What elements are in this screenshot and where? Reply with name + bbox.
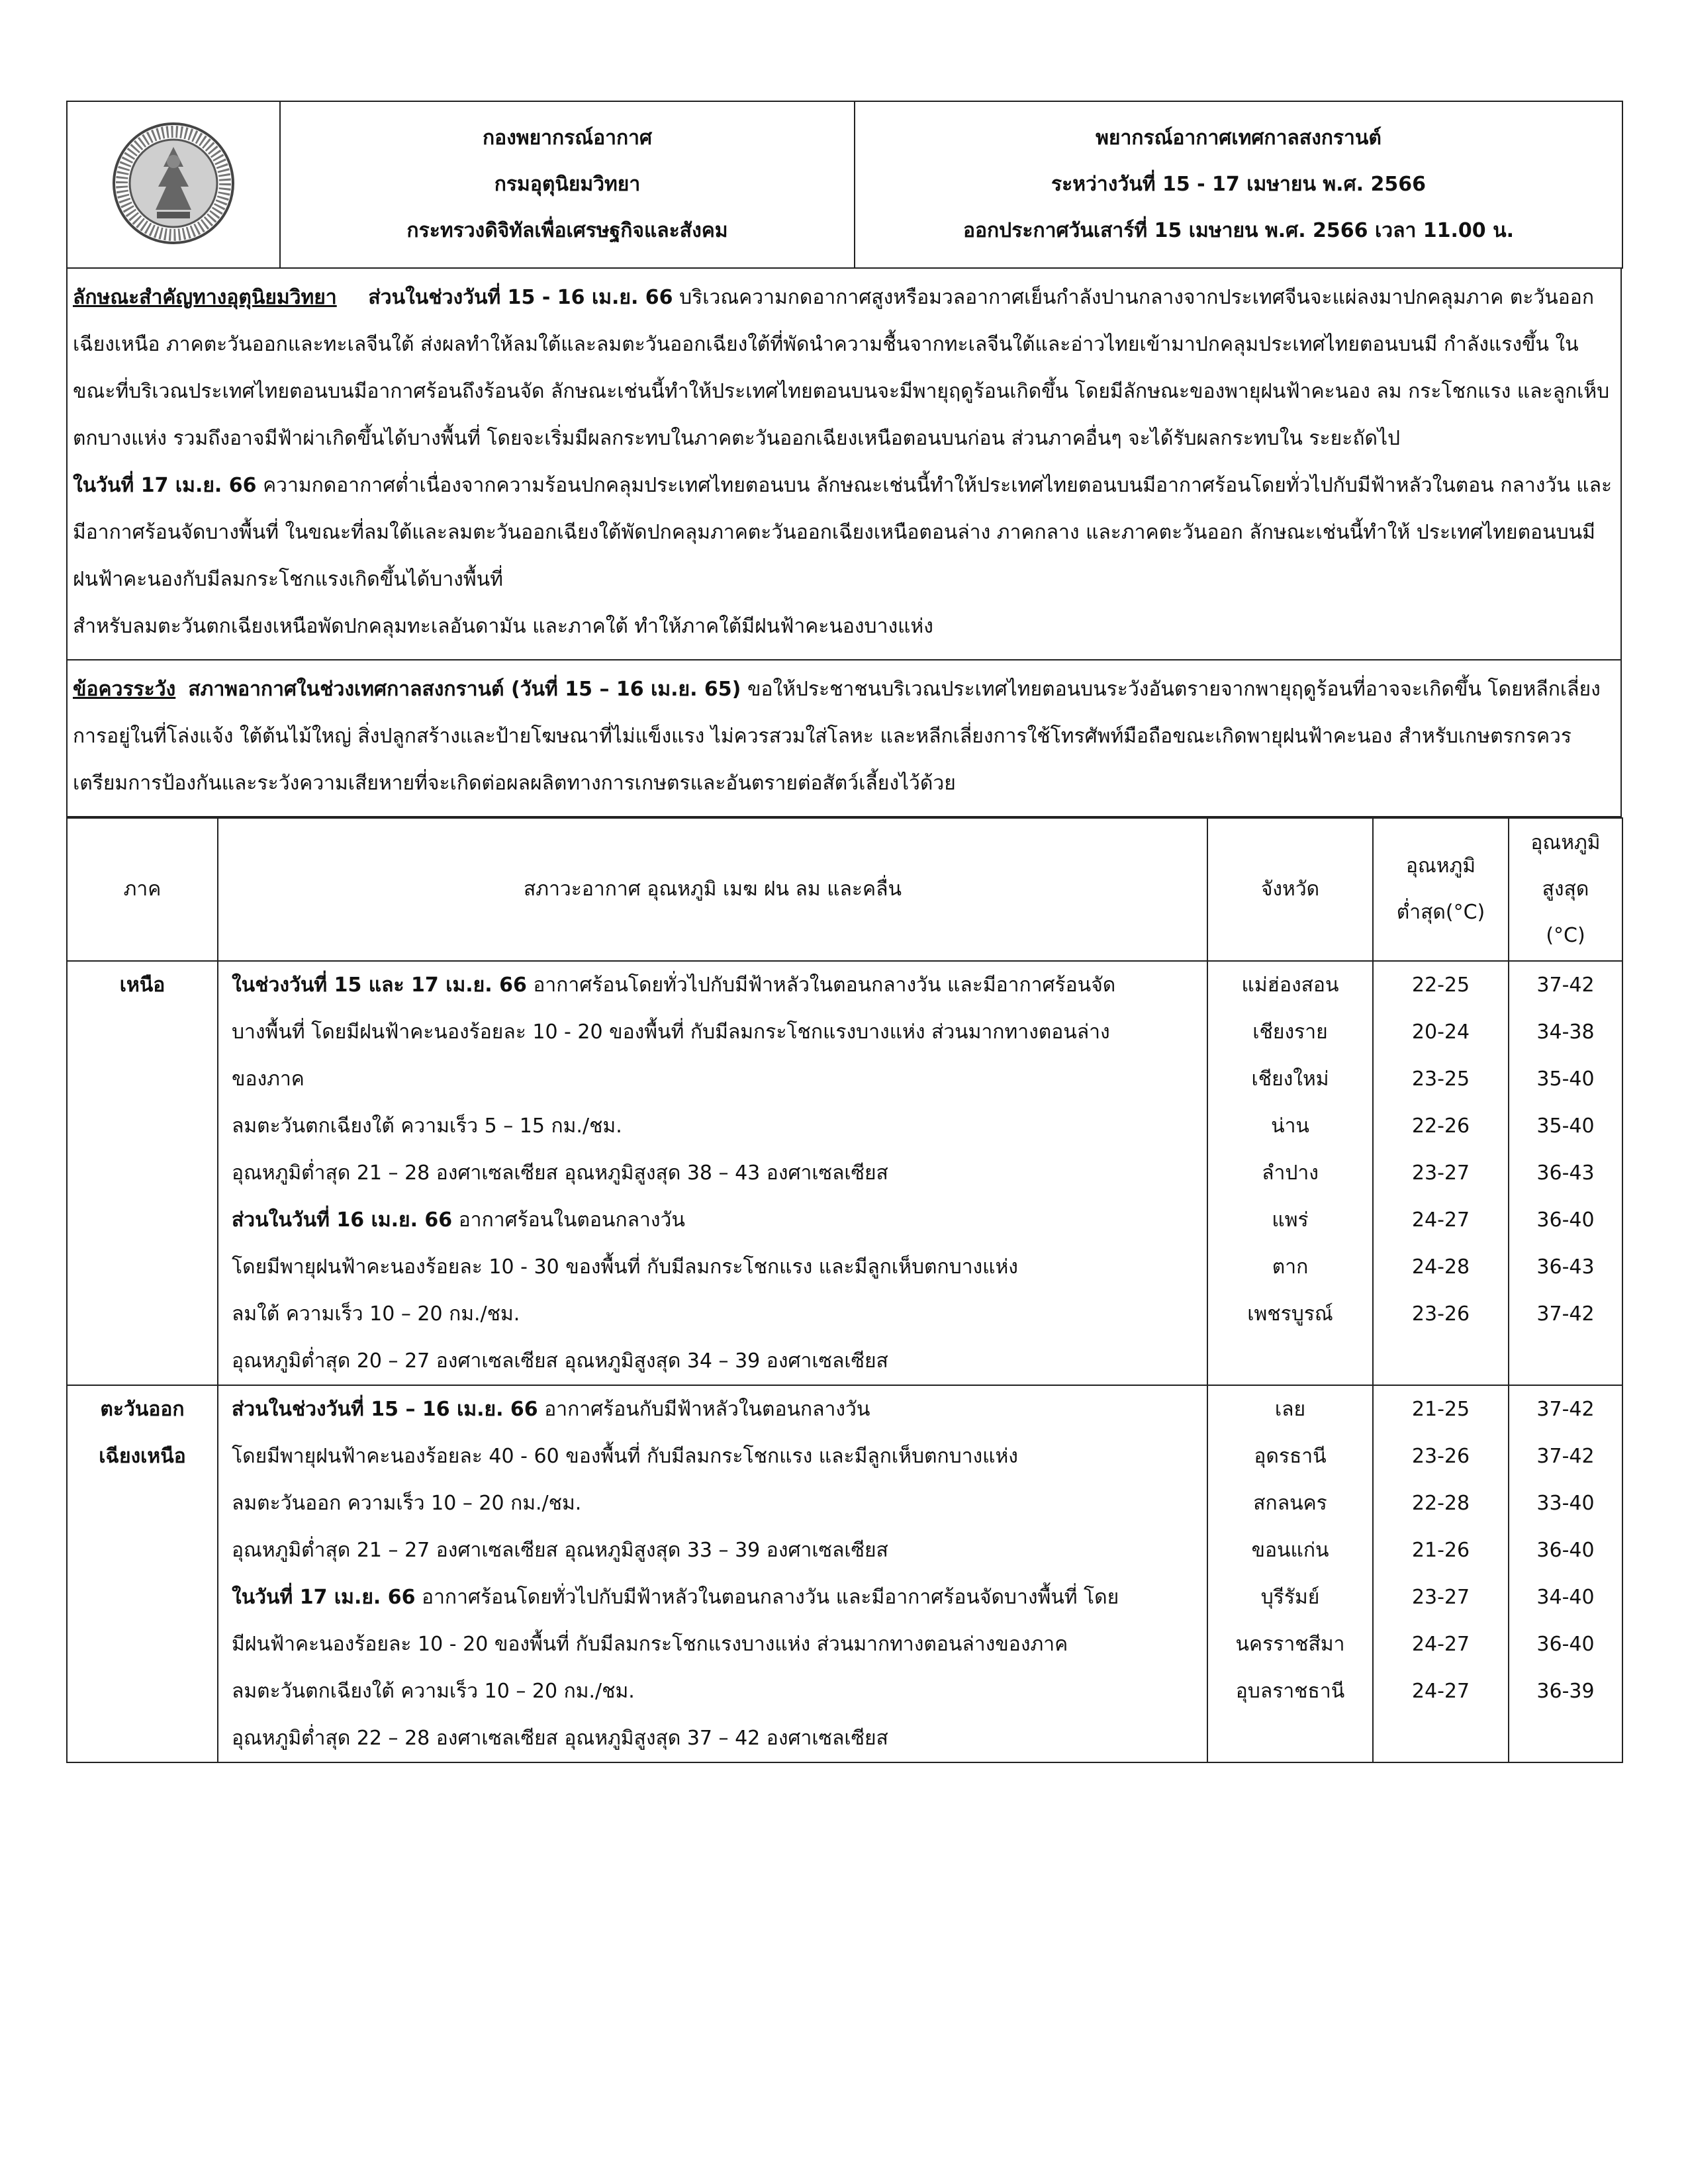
max-temp: 36-43 [1536,1255,1595,1279]
condition-lead: ส่วนในช่วงวันที่ 15 – 16 เม.ย. 66 [232,1398,538,1421]
organization-cell [280,101,855,268]
condition-line: โดยมีพายุฝนฟ้าคะนองร้อยละ 40 - 60 ของพื้นที่ กับมีลมกระโชกแรง และมีลูกเห็บตกบางแห่ง [232,1445,1018,1468]
province-name: ขอนแก่น [1251,1539,1329,1562]
min-temp: 23-26 [1411,1445,1470,1468]
min-temp: 23-27 [1411,1161,1470,1185]
province-name: นครราชสีมา [1235,1633,1345,1656]
table-row-northeast [67,1385,1622,1762]
header-min-temp-line: ต่ำสุด(°C) [1396,901,1485,924]
province-name: อุดรธานี [1254,1445,1327,1468]
min-temp: 24-27 [1411,1680,1470,1703]
max-temp: 37-42 [1536,1445,1595,1468]
min-temp: 21-26 [1411,1539,1470,1562]
province-cell [1207,961,1373,1385]
condition-line [232,1574,1194,1621]
region-name [67,961,218,1385]
max-temp: 36-40 [1536,1208,1595,1232]
condition-text: อากาศร้อนโดยทั่วไปกับมีฟ้าหลัวในตอนกลางวัน และมีอากาศร้อนจัดบางพื้นที่ โดย [415,1586,1119,1609]
max-temp-cell [1509,1385,1622,1762]
condition-text: อากาศร้อนกับมีฟ้าหลัวในตอนกลางวัน [538,1398,870,1421]
min-temp: 23-25 [1411,1068,1470,1091]
header-table [66,101,1623,269]
logo-cell [67,101,280,268]
condition-lead: ในช่วงวันที่ 15 และ 17 เม.ย. 66 [232,974,527,997]
condition-text: อากาศร้อนโดยทั่วไปกับมีฟ้าหลัวในตอนกลางวัน และมีอากาศร้อนจัด [526,974,1116,997]
title-cell [855,101,1622,268]
warning-lead: สภาพอากาศในช่วงเทศกาลสงกรานต์ (วันที่ 15 – 16 เม.ย. 65) [188,678,741,701]
org-line: กระทรวงดิจิทัลเพื่อเศรษฐกิจและสังคม [406,219,728,242]
min-temp-cell [1373,1385,1509,1762]
warning-text: โดยหลีกเลี่ยงการอยู่ในที่โล่งแจ้ง ใต้ต้นไม้ใหญ่ สิ่งปลูกสร้างและป้ายโฆษณาที่ไม่แข็งแรง ไม่ควรสวมใส่โลหะ และหลีกเลี่ยงการใช้โทรศัพท์มือถือขณะเกิดพายุฝนฟ้าคะนอง [73,678,1601,748]
min-temp: 22-25 [1411,974,1470,997]
condition-line: มีฝนฟ้าคะนองร้อยละ 10 - 20 ของพื้นที่ กับมีลมกระโชกแรงบางแห่ง ส่วนมากทางตอนล่างของภาค [232,1633,1068,1656]
table-row-north [67,961,1622,1385]
forecast-document [66,101,1622,1763]
synopsis-text: บริเวณความกดอากาศสูงหรือมวลอากาศเย็นกำลังปานกลางจากประเทศจีนจะแผ่ลงมาปกคลุมภาค [679,286,1504,309]
province-name: ตาก [1272,1255,1309,1279]
conditions-cell [218,1385,1207,1762]
warning-section [66,660,1622,817]
max-temp-cell [1509,961,1622,1385]
header-max-temp [1509,818,1622,961]
max-temp: 34-40 [1536,1586,1595,1609]
condition-line: ลมตะวันตกเฉียงใต้ ความเร็ว 10 – 20 กม./ชม. [232,1680,635,1703]
issue-date: ออกประกาศวันเสาร์ที่ 15 เมษายน พ.ศ. 2566 เวลา 11.00 น. [962,219,1514,242]
conditions-cell [218,961,1207,1385]
synopsis-text: ระยะถัดไป [1309,427,1401,450]
header-region: ภาค [67,818,218,961]
max-temp: 34-38 [1536,1021,1595,1044]
condition-line: ลมตะวันตกเฉียงใต้ ความเร็ว 5 – 15 กม./ชม. [232,1115,622,1138]
synopsis-section [66,269,1622,660]
synopsis-text: ตะวันออกเฉียงเหนือ ภาคตะวันออกและทะเลจีนใต้ ส่งผลทำให้ลมใต้และลมตะวันออกเฉียงใต้ที่พัดนำความชื้นจากทะเลจีนใต้และอ่าวไทยเข้ามาปกคลุมประเทศไทยตอนบนมี [73,286,1594,356]
province-name: น่าน [1271,1115,1309,1138]
min-temp: 24-28 [1411,1255,1470,1279]
province-name: อุบลราชธานี [1235,1680,1345,1703]
condition-line: อุณหภูมิต่ำสุด 20 – 27 องศาเซลเซียส อุณหภูมิสูงสุด 34 – 39 องศาเซลเซียส [232,1349,888,1373]
header-max-temp-line: สูงสุด [1542,878,1589,901]
min-temp: 22-26 [1411,1115,1470,1138]
synopsis-text: กลางวัน และมีอากาศร้อนจัดบางพื้นที่ ในขณะที่ลมใต้และลมตะวันออกเฉียงใต้พัดปกคลุมภาคตะวันออกเฉียงเหนือตอนล่าง ภาคกลาง และภาคตะวันออก ลักษณะเช่นนี้ทำให้ [73,474,1613,544]
warning-text: ขอให้ประชาชนบริเวณประเทศไทยตอนบนระวังอันตรายจากพายุฤดูร้อนที่อาจจะเกิดขึ้น [747,678,1481,701]
min-temp-cell [1373,961,1509,1385]
meteorological-department-seal-icon [111,120,236,246]
synopsis-lead-2: ในวันที่ 17 เม.ย. 66 [73,474,257,497]
region-name-line: ตะวันออก [100,1398,185,1421]
condition-line: อุณหภูมิต่ำสุด 22 – 28 องศาเซลเซียส อุณหภูมิสูงสุด 37 – 42 องศาเซลเซียส [232,1727,888,1750]
header-province: จังหวัด [1207,818,1373,961]
province-name: ลำปาง [1262,1161,1319,1185]
condition-line: อุณหภูมิต่ำสุด 21 – 27 องศาเซลเซียส อุณหภูมิสูงสุด 33 – 39 องศาเซลเซียส [232,1539,888,1562]
max-temp: 37-42 [1536,974,1595,997]
condition-line [232,962,1194,1009]
condition-line: บางพื้นที่ โดยมีฝนฟ้าคะนองร้อยละ 10 - 20 ของพื้นที่ กับมีลมกระโชกแรงบางแห่ง ส่วนมากทางตอนล่าง [232,1021,1110,1044]
province-name: บุรีรัมย์ [1260,1586,1320,1609]
max-temp: 33-40 [1536,1492,1595,1515]
warning-text: สำหรับเกษตรกรควรเตรียมการป้องกันและระวังความเสียหายที่จะเกิดต่อผลผลิตทางการเกษตรและอันตรายต่อสัตว์เลี้ยงไว้ด้วย [73,725,1572,795]
province-name: เลย [1274,1398,1306,1421]
condition-line: ของภาค [232,1068,305,1091]
max-temp: 35-40 [1536,1115,1595,1138]
region-name-line: เหนือ [119,974,165,997]
min-temp: 20-24 [1411,1021,1470,1044]
condition-line [232,1197,1194,1244]
header-max-temp-line: อุณหภูมิ [1530,831,1601,854]
synopsis-south: สำหรับลมตะวันตกเฉียงเหนือพัดปกคลุมทะเลอันดามัน และภาคใต้ ทำให้ภาคใต้มีฝนฟ้าคะนองบางแห่ง [73,615,933,638]
max-temp: 37-42 [1536,1398,1595,1421]
min-temp: 23-27 [1411,1586,1470,1609]
header-min-temp-line: อุณหภูมิ [1405,854,1476,878]
min-temp: 23-26 [1411,1302,1470,1326]
synopsis-heading: ลักษณะสำคัญทางอุตุนิยมวิทยา [73,286,337,309]
synopsis-text: ความกดอากาศต่ำเนื่องจากความร้อนปกคลุมประเทศไทยตอนบน ลักษณะเช่นนี้ทำให้ประเทศไทยตอนบนมีอากาศร้อนโดยทั่วไปกับมีฟ้าหลัวในตอน [263,474,1494,497]
synopsis-text: กำลังแรงขึ้น ในขณะที่บริเวณประเทศไทยตอนบนมีอากาศร้อนถึงร้อนจัด ลักษณะเช่นนี้ทำให้ประเทศไทยตอนบนจะมีพายุฤดูร้อนเกิดขึ้น โดยมีลักษณะของพายุฝนฟ้าคะนอง ลม [73,333,1579,403]
province-name: เชียงใหม่ [1251,1068,1329,1091]
condition-line: อุณหภูมิต่ำสุด 21 – 28 องศาเซลเซียส อุณหภูมิสูงสุด 38 – 43 องศาเซลเซียส [232,1161,888,1185]
province-name: สกลนคร [1253,1492,1327,1515]
min-temp: 21-25 [1411,1398,1470,1421]
province-name: แม่ฮ่องสอน [1241,974,1339,997]
document-title: พยากรณ์อากาศเทศกาลสงกรานต์ [1096,126,1382,150]
province-name: เพชรบูรณ์ [1247,1302,1333,1326]
region-name [67,1385,218,1762]
min-temp: 24-27 [1411,1633,1470,1656]
max-temp: 36-43 [1536,1161,1595,1185]
synopsis-text: ประเทศไทยตอนบนมีฝนฟ้าคะนองกับมีลมกระโชกแรงเกิดขึ้นได้บางพื้นที่ [73,521,1595,591]
org-line: กองพยากรณ์อากาศ [482,126,653,150]
province-name: เชียงราย [1252,1021,1328,1044]
condition-line [232,1386,1194,1433]
max-temp: 36-40 [1536,1539,1595,1562]
condition-line: โดยมีพายุฝนฟ้าคะนองร้อยละ 10 - 30 ของพื้นที่ กับมีลมกระโชกแรง และมีลูกเห็บตกบางแห่ง [232,1255,1018,1279]
max-temp: 36-40 [1536,1633,1595,1656]
max-temp: 35-40 [1536,1068,1595,1091]
min-temp: 24-27 [1411,1208,1470,1232]
condition-line: ลมใต้ ความเร็ว 10 – 20 กม./ชม. [232,1302,520,1326]
condition-lead: ส่วนในวันที่ 16 เม.ย. 66 [232,1208,453,1232]
province-name: แพร่ [1272,1208,1309,1232]
max-temp: 37-42 [1536,1302,1595,1326]
province-cell [1207,1385,1373,1762]
regional-forecast-table [66,817,1623,1763]
warning-heading: ข้อควรระวัง [73,678,176,701]
min-temp: 22-28 [1411,1492,1470,1515]
synopsis-lead: ส่วนในช่วงวันที่ 15 - 16 เม.ย. 66 [368,286,673,309]
condition-lead: ในวันที่ 17 เม.ย. 66 [232,1586,416,1609]
condition-line: ลมตะวันออก ความเร็ว 10 – 20 กม./ชม. [232,1492,582,1515]
region-name-line: เฉียงเหนือ [99,1445,186,1468]
date-range: ระหว่างวันที่ 15 - 17 เมษายน พ.ศ. 2566 [1051,173,1426,196]
header-min-temp [1373,818,1509,961]
org-line: กรมอุตุนิยมวิทยา [494,173,641,196]
max-temp: 36-39 [1536,1680,1595,1703]
header-max-temp-line: (°C) [1546,924,1585,947]
synopsis-text: กระโชกแรง และลูกเห็บตกบางแห่ง รวมถึงอาจมีฟ้าผ่าเกิดขึ้นได้บางพื้นที่ โดยจะเริ่มมีผลกระทบในภาคตะวันออกเฉียงเหนือตอนบนก่อน ส่วนภาคอื่นๆ จะได้รับผลกระทบใน [73,380,1610,450]
condition-text: อากาศร้อนในตอนกลางวัน [452,1208,685,1232]
header-conditions: สภาวะอากาศ อุณหภูมิ เมฆ ฝน ลม และคลื่น [218,818,1207,961]
